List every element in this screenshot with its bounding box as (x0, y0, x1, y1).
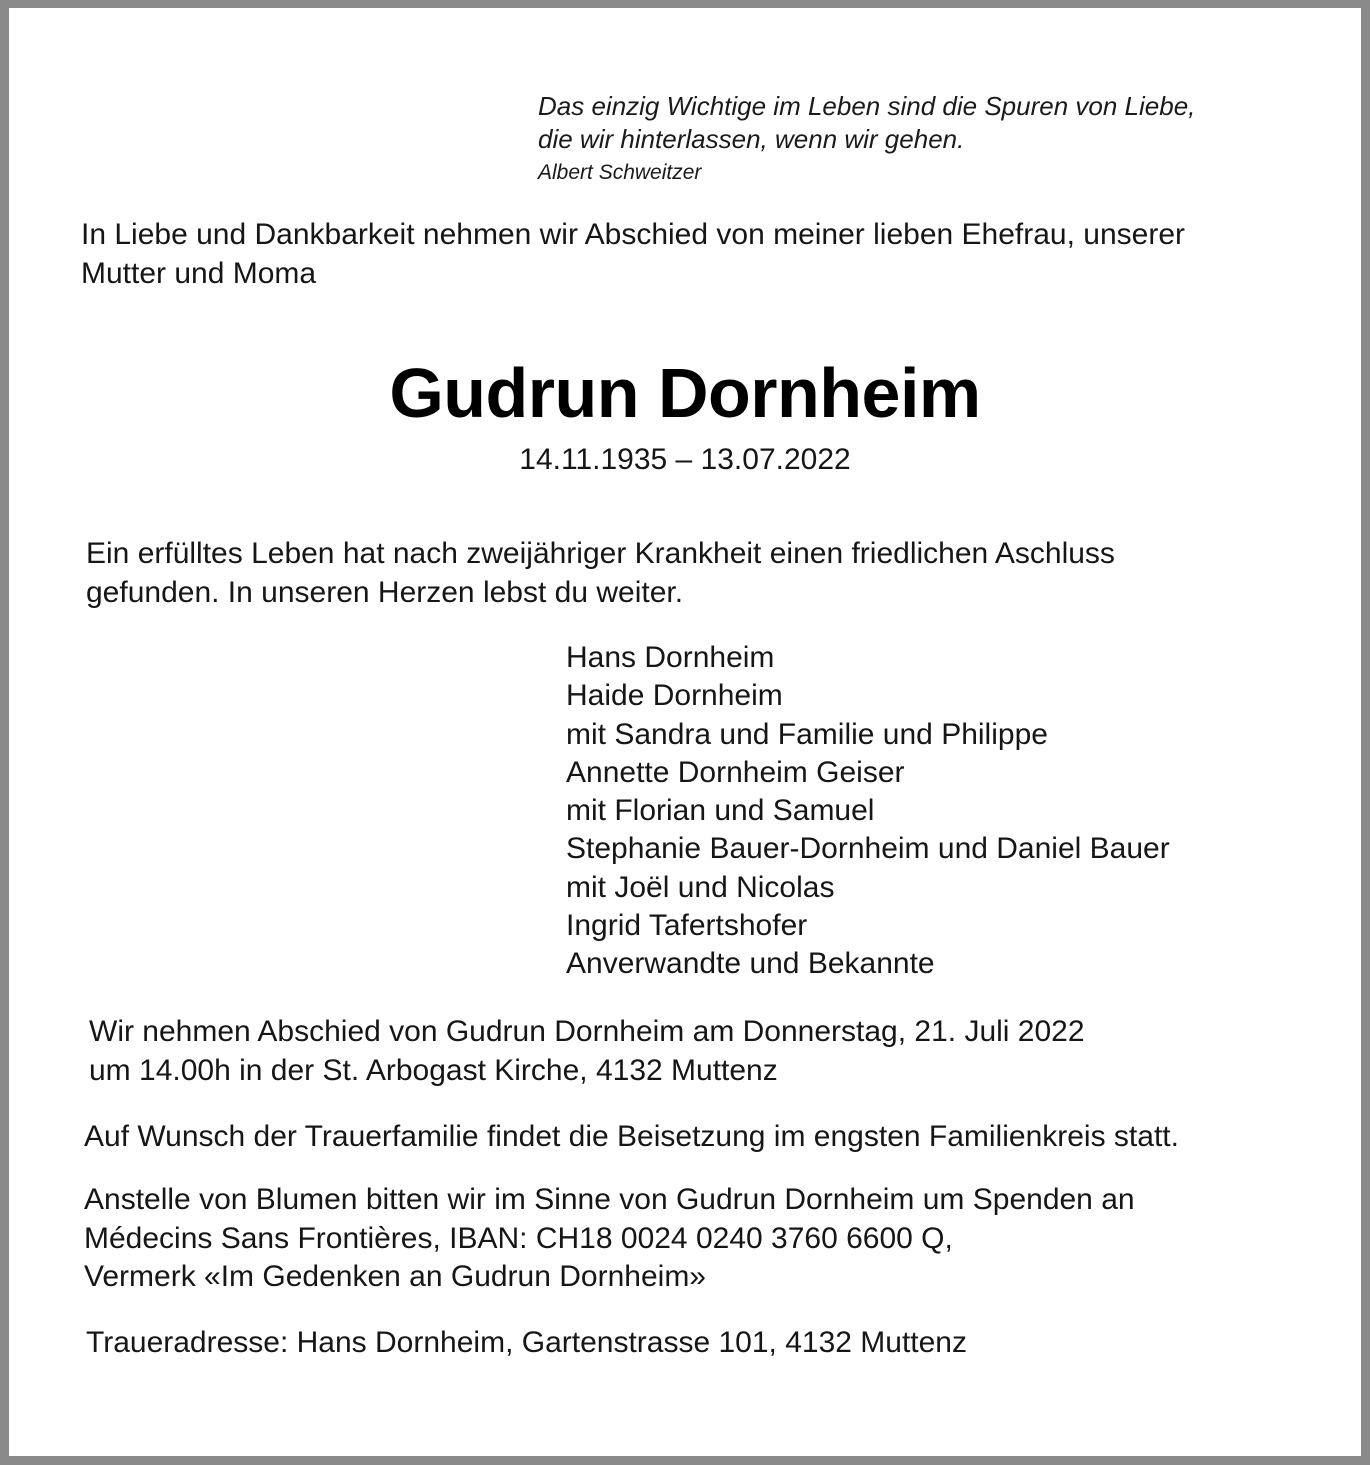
mourning-address: Traueradresse: Hans Dornheim, Gartenstrasse 101, 4132 Muttenz (86, 1326, 967, 1359)
mourner-line: mit Florian und Samuel (566, 794, 875, 828)
service-line: um 14.00h in der St. Arbogast Kirche, 4132 Muttenz (89, 1053, 778, 1087)
donation-info (84, 1181, 1135, 1297)
mourner-line: Annette Dornheim Geiser (566, 755, 905, 789)
mourner-line: Haide Dornheim (566, 679, 783, 713)
mourner-line: Stephanie Bauer-Dornheim und Daniel Bauer (566, 832, 1170, 866)
intro-paragraph (81, 216, 1185, 293)
life-dates: 14.11.1935 – 13.07.2022 (519, 443, 851, 476)
mourner-line: mit Joël und Nicolas (566, 870, 835, 904)
donation-line: Médecins Sans Frontières, IBAN: CH18 0024 0240 3760 6600 Q, (84, 1221, 953, 1255)
service-info (89, 1013, 1085, 1090)
tribute-line: gefunden. In unseren Herzen lebst du weiter. (86, 575, 684, 609)
mourners-list (566, 639, 1170, 984)
deceased-name: Gudrun Dornheim (389, 354, 981, 432)
donation-line: Anstelle von Blumen bitten wir im Sinne von Gudrun Dornheim um Spenden an (84, 1183, 1135, 1216)
burial-note: Auf Wunsch der Trauerfamilie findet die Beisetzung im engsten Familienkreis statt. (84, 1120, 1179, 1153)
mourner-line: mit Sandra und Familie und Philippe (566, 717, 1048, 751)
mourner-line: Ingrid Tafertshofer (566, 909, 808, 943)
quote-block (538, 90, 1195, 186)
donation-line: Vermerk «Im Gedenken an Gudrun Dornheim» (84, 1260, 706, 1293)
mourner-line: Anverwandte und Bekannte (566, 947, 935, 981)
quote-author: Albert Schweitzer (538, 161, 702, 184)
intro-line: Mutter und Moma (81, 256, 317, 290)
quote-line: Das einzig Wichtige im Leben sind die Spuren von Liebe, (538, 91, 1196, 121)
tribute-line: Ein erfülltes Leben hat nach zweijähriger Krankheit einen friedlichen Aschluss (86, 537, 1115, 570)
tribute-paragraph (86, 535, 1115, 612)
mourner-line: Hans Dornheim (566, 641, 775, 674)
service-line: Wir nehmen Abschied von Gudrun Dornheim am Donnerstag, 21. Juli 2022 (89, 1015, 1085, 1048)
quote-line: die wir hinterlassen, wenn wir gehen. (538, 124, 965, 154)
intro-line: In Liebe und Dankbarkeit nehmen wir Abschied von meiner lieben Ehefrau, unserer (81, 218, 1185, 251)
